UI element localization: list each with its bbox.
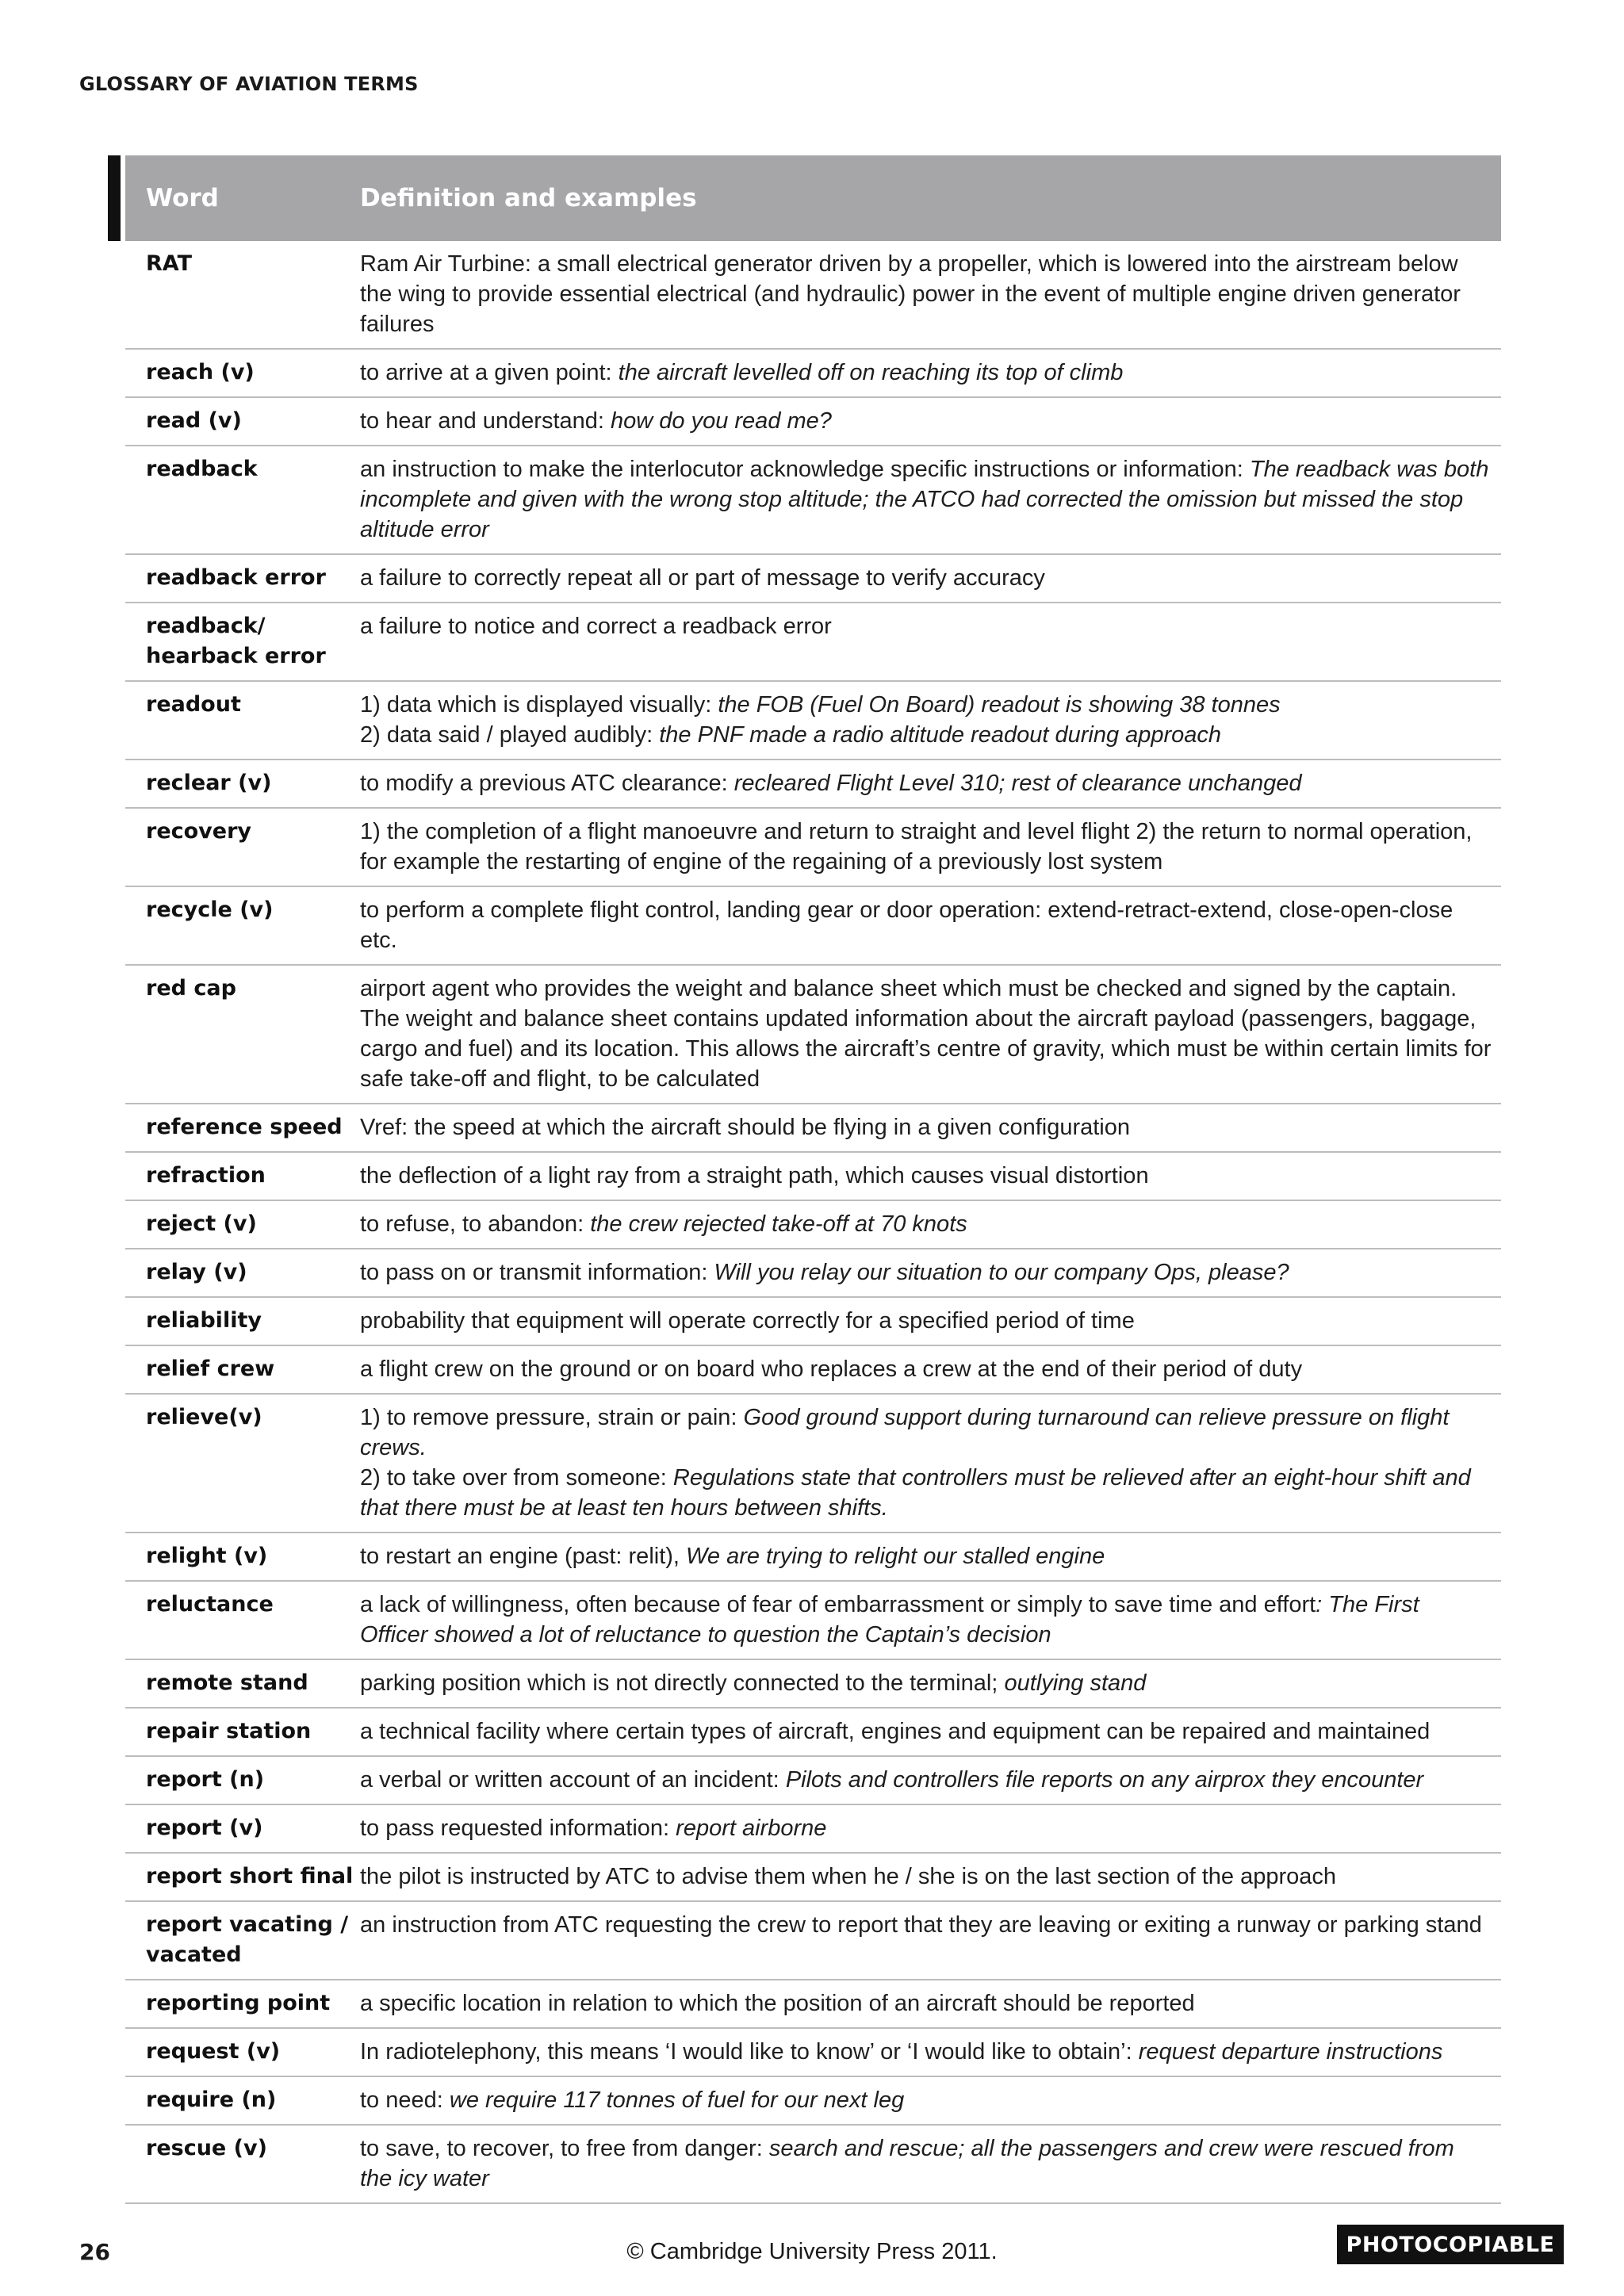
definition-line	[360, 406, 1492, 436]
definition	[360, 1402, 1501, 1523]
definition-line	[360, 1590, 1492, 1650]
example-text: We are trying to relight our stalled engine	[686, 1544, 1105, 1569]
definition-line	[360, 454, 1492, 545]
definition	[360, 895, 1501, 955]
definition	[360, 1306, 1501, 1336]
definition-text: In radiotelephony, this means ‘I would like to know’ or ‘I would like to obtain’:	[360, 2039, 1139, 2064]
definition	[360, 1590, 1501, 1650]
table-row	[125, 603, 1501, 682]
example-text: how do you read me?	[611, 408, 832, 434]
table-row	[125, 1346, 1501, 1395]
term: reject (v)	[146, 1211, 257, 1236]
term: read (v)	[146, 408, 242, 433]
table-row	[125, 1153, 1501, 1201]
definition-text: 1) the completion of a flight manoeuvre and return to straight and level flight 2) the return to normal operation, for example the restarting of engine of the regaining of a previously lost system	[360, 819, 1473, 874]
definition-text: a lack of willingness, often because of fear of embarrassment or simply to save time and effort	[360, 1592, 1316, 1617]
definition-text: to pass on or transmit information:	[360, 1260, 714, 1285]
definition	[360, 1541, 1501, 1571]
definition-text: to modify a previous ATC clearance:	[360, 771, 734, 796]
definition-text: 2) data said / played audibly:	[360, 722, 660, 748]
definition-line	[360, 1988, 1492, 2019]
table-row	[125, 2077, 1501, 2126]
definition-text: probability that equipment will operate correctly for a specified period of time	[360, 1308, 1135, 1334]
term: readout	[146, 692, 241, 717]
definition-text: 1) data which is displayed visually:	[360, 692, 718, 718]
definition	[360, 768, 1501, 798]
definition-text: a flight crew on the ground or on board who replaces a crew at the end of their period of duty	[360, 1357, 1303, 1382]
definition-line	[360, 1257, 1492, 1288]
definition	[360, 2037, 1501, 2067]
definition-line	[360, 1910, 1492, 1940]
definition	[360, 1862, 1501, 1892]
definition	[360, 611, 1501, 672]
definition	[360, 1813, 1501, 1843]
definition	[360, 454, 1501, 545]
definition-line	[360, 611, 1492, 641]
table-header	[125, 155, 1501, 241]
page-number: 26	[79, 2239, 110, 2265]
definition	[360, 690, 1501, 750]
table-row	[125, 2126, 1501, 2204]
definition	[360, 1112, 1501, 1142]
definition-line	[360, 895, 1492, 955]
definition-line	[360, 249, 1492, 339]
definition-text: a technical facility where certain types of aircraft, engines and equipment can be repaired and maintained	[360, 1719, 1431, 1744]
example-text: the FOB (Fuel On Board) readout is showing 38 tonnes	[718, 692, 1281, 718]
table-row	[125, 555, 1501, 603]
definition-line	[360, 720, 1492, 750]
example-text: we require 117 tonnes of fuel for our next leg	[449, 2087, 905, 2113]
table-row	[125, 1298, 1501, 1346]
copyright-notice: © Cambridge University Press 2011.	[626, 2239, 998, 2264]
definition-text: to save, to recover, to free from danger:	[360, 2136, 769, 2161]
definition	[360, 406, 1501, 436]
term: reference speed	[146, 1115, 343, 1139]
table-row	[125, 350, 1501, 398]
definition-text: 1) to remove pressure, strain or pain:	[360, 1405, 744, 1430]
example-text: the PNF made a radio altitude readout during approach	[659, 722, 1222, 748]
glossary-table	[125, 155, 1501, 2204]
term: require (n)	[146, 2087, 277, 2112]
definition-text: to arrive at a given point:	[360, 360, 619, 385]
definition	[360, 2133, 1501, 2194]
definition-line	[360, 1463, 1492, 1523]
definition-line	[360, 1716, 1492, 1747]
table-row	[125, 1902, 1501, 1980]
example-text: the aircraft levelled off on reaching its top of climb	[618, 360, 1124, 385]
definition-line	[360, 1862, 1492, 1892]
definition-line	[360, 1765, 1492, 1795]
table-row	[125, 966, 1501, 1104]
term: remote stand	[146, 1670, 308, 1695]
definition	[360, 1354, 1501, 1384]
running-head: GLOSSARY OF AVIATION TERMS	[79, 73, 419, 95]
photocopiable-badge: PHOTOCOPIABLE	[1337, 2225, 1564, 2264]
example-text: Good ground support during turnaround can relieve pressure on flight crews.	[360, 1405, 1450, 1460]
definition-line	[360, 1306, 1492, 1336]
definition-line	[360, 1402, 1492, 1463]
term: reclear (v)	[146, 771, 272, 795]
term: relay (v)	[146, 1260, 247, 1284]
definition-line	[360, 817, 1492, 877]
example-text: request departure instructions	[1138, 2039, 1443, 2064]
term: rescue (v)	[146, 2136, 267, 2160]
definition-text: airport agent who provides the weight and balance sheet which must be checked and signed by the captain. The weight and balance sheet contains updated information about the aircraft payload (passengers, baggage, cargo and fuel) and its location. This allows the aircraft’s centre of gravity, which must be within certain limits for safe take-off and flight, to be calculated	[360, 976, 1492, 1092]
table-row	[125, 1201, 1501, 1249]
definition-text: a failure to correctly repeat all or part of message to verify accuracy	[360, 565, 1045, 591]
definition-line	[360, 2133, 1492, 2194]
definition	[360, 358, 1501, 388]
definition-text: to hear and understand:	[360, 408, 611, 434]
term: readback error	[146, 565, 326, 590]
example-text: : The First Officer showed a lot of reluctance to question the Captain’s decision	[360, 1592, 1419, 1647]
definition-text: the deflection of a light ray from a straight path, which causes visual distortion	[360, 1163, 1149, 1188]
definition-text: to need:	[360, 2087, 450, 2113]
term: reluctance	[146, 1592, 274, 1617]
definition-text: to perform a complete flight control, landing gear or door operation: extend-retract-extend, close-open-close etc.	[360, 897, 1454, 953]
table-row	[125, 1805, 1501, 1854]
definition-line	[360, 1541, 1492, 1571]
definition-line	[360, 1813, 1492, 1843]
table-row	[125, 1709, 1501, 1757]
table-row	[125, 1249, 1501, 1298]
header-accent-bar	[108, 155, 121, 241]
definition-line	[360, 768, 1492, 798]
header-word: Word	[146, 184, 219, 212]
definition	[360, 1257, 1501, 1288]
example-text: The readback was both incomplete and given with the wrong stop altitude; the ATCO had corrected the omission but missed the stop altitude error	[360, 457, 1489, 542]
table-row	[125, 1660, 1501, 1709]
example-text: Pilots and controllers file reports on any airprox they encounter	[785, 1767, 1424, 1793]
term: RAT	[146, 251, 193, 276]
definition-line	[360, 2037, 1492, 2067]
table-row	[125, 1533, 1501, 1582]
example-text: recleared Flight Level 310; rest of clearance unchanged	[733, 771, 1302, 796]
term: repair station	[146, 1719, 312, 1743]
example-text: report airborne	[676, 1816, 827, 1841]
table-row	[125, 398, 1501, 446]
definition	[360, 2085, 1501, 2115]
definition-text: an instruction to make the interlocutor acknowledge specific instructions or information:	[360, 457, 1250, 482]
definition	[360, 1668, 1501, 1698]
term: relieve(v)	[146, 1405, 262, 1429]
term: report (v)	[146, 1816, 263, 1840]
table-row	[125, 887, 1501, 966]
definition	[360, 1765, 1501, 1795]
definition	[360, 974, 1501, 1094]
definition-line	[360, 358, 1492, 388]
term: readback/ hearback error	[146, 614, 326, 668]
table-row	[125, 809, 1501, 887]
definition-line	[360, 690, 1492, 720]
term: recovery	[146, 819, 252, 844]
table-row	[125, 1104, 1501, 1153]
definition-text: 2) to take over from someone:	[360, 1465, 673, 1490]
example-text: search and rescue; all the passengers and crew were rescued from the icy water	[360, 2136, 1454, 2191]
term: request (v)	[146, 2039, 281, 2064]
definition-text: a specific location in relation to which the position of an aircraft should be reported	[360, 1991, 1195, 2016]
definition-text: to restart an engine (past: relit),	[360, 1544, 687, 1569]
table-row	[125, 1980, 1501, 2029]
term: reporting point	[146, 1991, 331, 2015]
table-row	[125, 1757, 1501, 1805]
table-row	[125, 2029, 1501, 2077]
definition-text: a verbal or written account of an incident:	[360, 1767, 786, 1793]
definition	[360, 1910, 1501, 1970]
header-definition: Definition and examples	[360, 184, 697, 212]
term: report short final	[146, 1864, 354, 1888]
definition-line	[360, 1209, 1492, 1239]
table-row	[125, 760, 1501, 809]
term: report (n)	[146, 1767, 265, 1792]
definition-text: to refuse, to abandon:	[360, 1211, 591, 1237]
table-row	[125, 241, 1501, 350]
definition	[360, 249, 1501, 339]
example-text: the crew rejected take-off at 70 knots	[590, 1211, 967, 1237]
table-row	[125, 1854, 1501, 1902]
example-text: outlying stand	[1004, 1670, 1147, 1696]
table-row	[125, 682, 1501, 760]
table-row	[125, 1395, 1501, 1533]
definition-text: Ram Air Turbine: a small electrical generator driven by a propeller, which is lowered into the airstream below the wing to provide essential electrical (and hydraulic) power in the event of multiple engine driven generator failures	[360, 251, 1461, 337]
definition-text: Vref: the speed at which the aircraft should be flying in a given configuration	[360, 1115, 1131, 1140]
definition-text: an instruction from ATC requesting the crew to report that they are leaving or exiting a runway or parking stand	[360, 1912, 1482, 1938]
definition-line	[360, 1161, 1492, 1191]
table-row	[125, 1582, 1501, 1660]
definition-text: parking position which is not directly connected to the terminal;	[360, 1670, 1005, 1696]
definition-text: a failure to notice and correct a readback error	[360, 614, 832, 639]
definition-line	[360, 974, 1492, 1094]
term: relief crew	[146, 1357, 275, 1381]
definition-text: to pass requested information:	[360, 1816, 676, 1841]
definition-text: the pilot is instructed by ATC to advise them when he / she is on the last section of the approach	[360, 1864, 1337, 1889]
example-text: Will you relay our situation to our company Ops, please?	[714, 1260, 1289, 1285]
example-text: Regulations state that controllers must be relieved after an eight-hour shift and that there must be at least ten hours between shifts.	[360, 1465, 1471, 1521]
term: reliability	[146, 1308, 262, 1333]
term: recycle (v)	[146, 897, 274, 922]
definition-line	[360, 1354, 1492, 1384]
definition-line	[360, 563, 1492, 593]
term: red cap	[146, 976, 236, 1001]
table-body	[125, 241, 1501, 2204]
definition	[360, 1988, 1501, 2019]
definition-line	[360, 1112, 1492, 1142]
table-row	[125, 446, 1501, 555]
definition	[360, 1209, 1501, 1239]
definition	[360, 1161, 1501, 1191]
term: relight (v)	[146, 1544, 268, 1568]
term: readback	[146, 457, 258, 481]
term: reach (v)	[146, 360, 255, 385]
definition-line	[360, 2085, 1492, 2115]
definition	[360, 1716, 1501, 1747]
term: refraction	[146, 1163, 266, 1188]
definition-line	[360, 1668, 1492, 1698]
term: report vacating / vacated	[146, 1912, 349, 1967]
definition	[360, 817, 1501, 877]
definition	[360, 563, 1501, 593]
